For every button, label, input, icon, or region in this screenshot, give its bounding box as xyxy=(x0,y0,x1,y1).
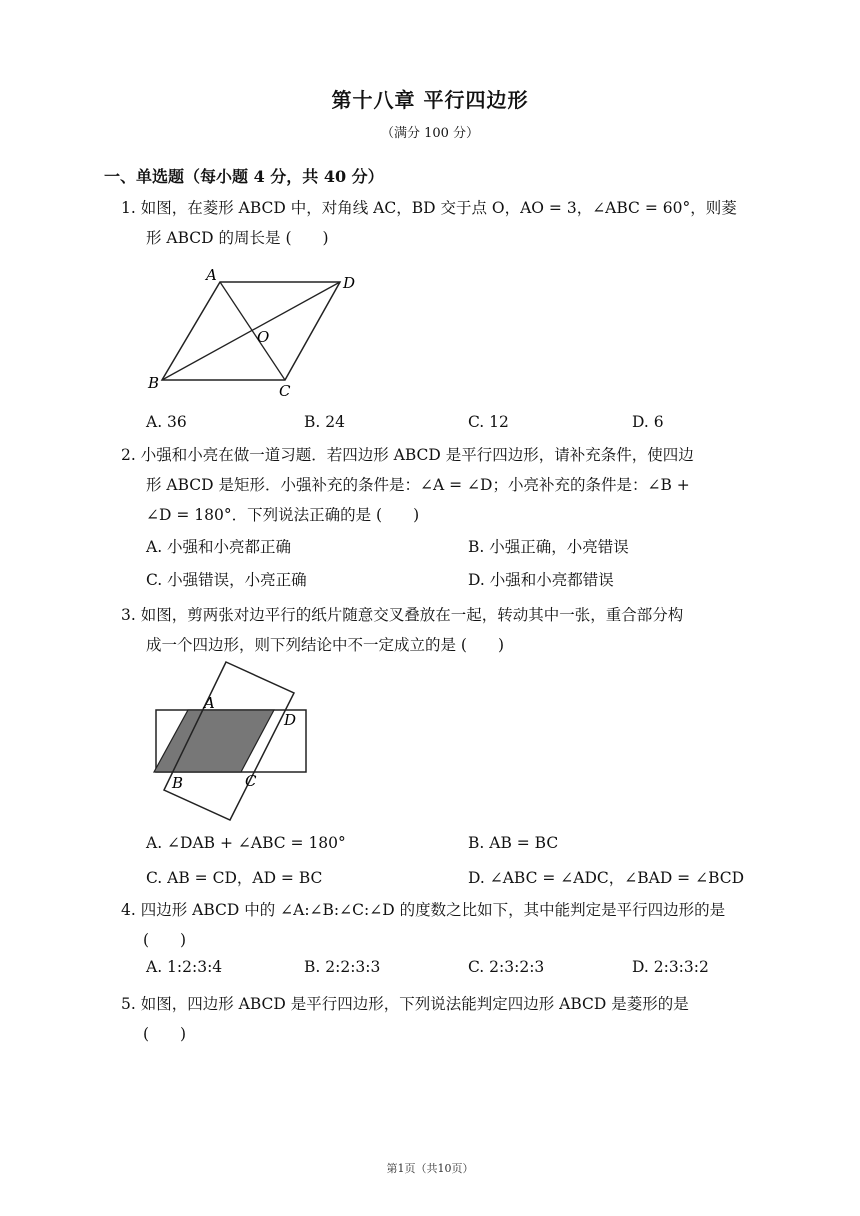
question-5-line-2: ( ) xyxy=(143,1025,187,1043)
question-4-line-1: 4. 四边形 ABCD 中的 ∠A:∠B:∠C:∠D 的度数之比如下，其中能判定是平行四边形的是 xyxy=(121,901,726,919)
rhombus-figure xyxy=(140,262,370,398)
label-b: B xyxy=(148,374,160,392)
q2-option-a: A. 小强和小亮都正确 xyxy=(146,538,292,556)
label-c: C xyxy=(279,382,291,398)
question-2-line-3: ∠D = 180°．下列说法正确的是 ( ) xyxy=(146,506,420,524)
question-1-line-2: 形 ABCD 的周长是 ( ) xyxy=(146,229,329,247)
question-2-line-2: 形 ABCD 是矩形．小强补充的条件是：∠A = ∠D；小亮补充的条件是：∠B + xyxy=(146,476,690,494)
q3-option-a: A. ∠DAB + ∠ABC = 180° xyxy=(146,834,346,852)
label-d: D xyxy=(284,711,297,729)
label-c: C xyxy=(245,772,257,790)
q1-option-d: D. 6 xyxy=(632,413,664,431)
overlapping-strips-figure xyxy=(146,658,316,826)
q3-option-d: D. ∠ABC = ∠ADC，∠BAD = ∠BCD xyxy=(468,869,745,887)
q4-option-d: D. 2:3:3:2 xyxy=(632,958,709,976)
page-number: 第1页（共10页） xyxy=(386,1162,474,1175)
q4-option-a: A. 1:2:3:4 xyxy=(146,958,223,976)
question-3-line-2: 成一个四边形，则下列结论中不一定成立的是 ( ) xyxy=(146,636,505,654)
label-a: A xyxy=(206,266,217,284)
q1-option-c: C. 12 xyxy=(468,413,509,431)
q4-option-b: B. 2:2:3:3 xyxy=(304,958,381,976)
question-5-line-1: 5. 如图，四边形 ABCD 是平行四边形，下列说法能判定四边形 ABCD 是菱形的是 xyxy=(121,995,689,1013)
page-title: 第十八章 平行四边形 xyxy=(331,88,529,112)
q2-option-d: D. 小强和小亮都错误 xyxy=(468,571,614,589)
q2-option-c: C. 小强错误，小亮正确 xyxy=(146,571,307,589)
diagonal-ac xyxy=(220,282,285,380)
label-d: D xyxy=(343,274,356,292)
label-o: O xyxy=(257,328,270,346)
label-a: A xyxy=(204,694,215,712)
q1-option-a: A. 36 xyxy=(146,413,187,431)
q1-option-b: B. 24 xyxy=(304,413,345,431)
label-b: B xyxy=(172,774,184,792)
q4-option-c: C. 2:3:2:3 xyxy=(468,958,545,976)
section-heading: 一、单选题（每小题 4 分，共 40 分） xyxy=(104,167,384,186)
question-3-line-1: 3. 如图，剪两张对边平行的纸片随意交叉叠放在一起，转动其中一张，重合部分构 xyxy=(121,606,684,624)
page-subtitle: （满分 100 分） xyxy=(380,126,480,141)
question-1-line-1: 1. 如图，在菱形 ABCD 中，对角线 AC，BD 交于点 O，AO = 3，∠ABC = 60°，则菱 xyxy=(121,199,737,217)
q2-option-b: B. 小强正确，小亮错误 xyxy=(468,538,629,556)
overlap-parallelogram xyxy=(154,710,274,772)
q3-option-c: C. AB = CD，AD = BC xyxy=(146,869,323,887)
question-4-line-2: ( ) xyxy=(143,931,187,949)
q3-option-b: B. AB = BC xyxy=(468,834,559,852)
question-2-line-1: 2. 小强和小亮在做一道习题．若四边形 ABCD 是平行四边形，请补充条件，使四边 xyxy=(121,446,694,464)
